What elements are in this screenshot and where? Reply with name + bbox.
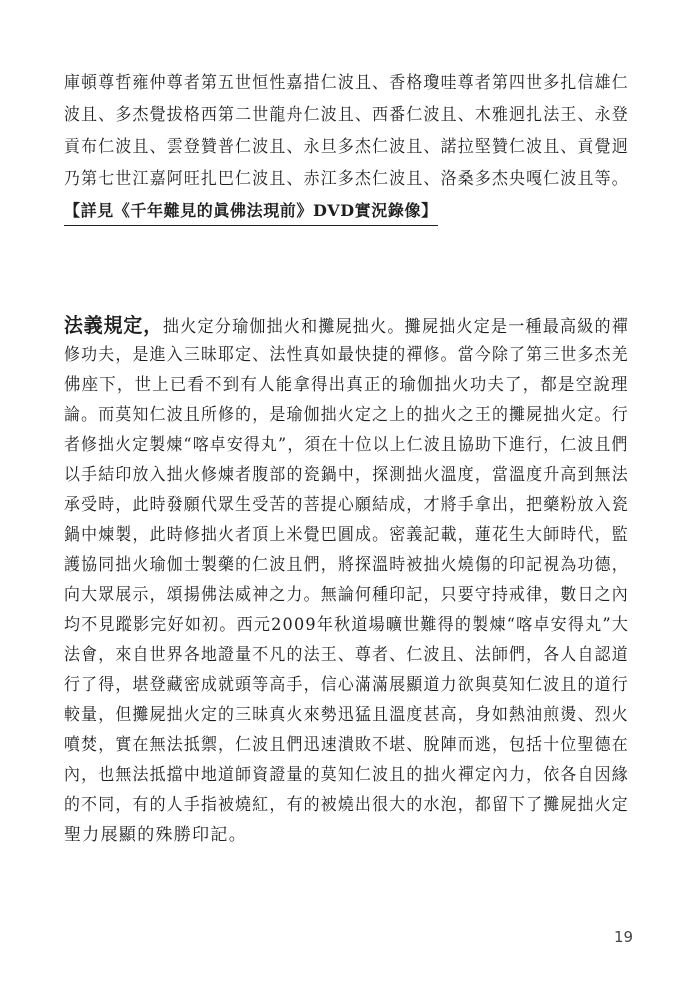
body-line: 者修拙火定製煉“喀卓安得丸”，須在十位以上仁波且協助下進行，仁波且們 (64, 435, 629, 455)
body-line: 向大眾展示，頌揚佛法威神之力。無論何種印記，只要守持戒律，數日之內 (64, 585, 629, 605)
body-line: 均不見蹤影完好如初。西元2009年秋道場曠世難得的製煉“喀卓安得丸”大 (64, 615, 630, 635)
body-line: 修功夫，是進入三昧耶定、法性真如最快捷的禪修。當今除了第三世多杰羌 (64, 345, 629, 365)
body-line: 以手結印放入拙火修煉者腹部的瓷鍋中，探測拙火溫度，當溫度升高到無法 (64, 465, 629, 485)
section-heading: 法義規定， (64, 313, 164, 337)
intro-line: 波且、多杰覺拔格西第二世龍舟仁波且、西番仁波且、木雅迥扎法王、永登 (64, 105, 629, 125)
intro-line: 貢布仁波且、雲登贊普仁波且、永旦多杰仁波且、諾拉堅贊仁波且、貢覺迥 (64, 137, 629, 157)
body-line: 護協同拙火瑜伽士製藥的仁波且們，將探溫時被拙火燒傷的印記視為功德， (64, 555, 629, 575)
reference-note: 【詳見《千年難見的眞佛法現前》DVD實況錄像】 (64, 199, 438, 226)
body-line: 較量，但攤屍拙火定的三昧真火來勢迅猛且溫度甚高，身如熱油煎燙、烈火 (64, 705, 629, 725)
body-line-first (64, 314, 629, 338)
body-line: 噴焚，實在無法抵禦，仁波且們迅速潰敗不堪、脫陣而逃，包括十位聖德在 (64, 735, 629, 755)
body-line: 的不同，有的人手指被燒紅，有的被燒出很大的水泡，都留下了攤屍拙火定 (64, 795, 629, 815)
body-line: 佛座下，世上已看不到有人能拿得出真正的瑜伽拙火功夫了，都是空說理 (64, 375, 629, 395)
body-line: 內，也無法抵擋中地道師資證量的莫知仁波且的拙火禪定內力，依各自因緣 (64, 765, 629, 785)
body-line: 論。而莫知仁波且所修的，是瑜伽拙火定之上的拙火之王的攤屍拙火定。行 (64, 405, 629, 425)
body-line: 承受時，此時發願代眾生受苦的菩提心願結成，才將手拿出，把藥粉放入瓷 (64, 495, 629, 515)
intro-line: 乃第七世江嘉阿旺扎巴仁波且、赤江多杰仁波且、洛桑多杰央嘎仁波且等。 (64, 169, 629, 189)
body-line: 行了得，堪登藏密成就頭等高手，信心滿滿展顯道力欲與莫知仁波且的道行 (64, 675, 629, 695)
body-line-text: 拙火定分瑜伽拙火和攤屍拙火。攤屍拙火定是一種最高級的禪 (163, 317, 630, 337)
body-line: 聖力展顯的殊勝印記。 (64, 825, 247, 845)
page-number: 19 (614, 928, 634, 946)
intro-line: 庫頓尊哲雍仲尊者第五世恒性嘉措仁波且、香格瓊哇尊者第四世多扎信雄仁 (64, 73, 629, 93)
body-line: 法會，來自世界各地證量不凡的法王、尊者、仁波且、法師們，各人自認道 (64, 645, 629, 665)
body-line: 鍋中煉製，此時修拙火者頂上米覺巴圓成。密義記載，蓮花生大師時代，監 (64, 525, 629, 545)
